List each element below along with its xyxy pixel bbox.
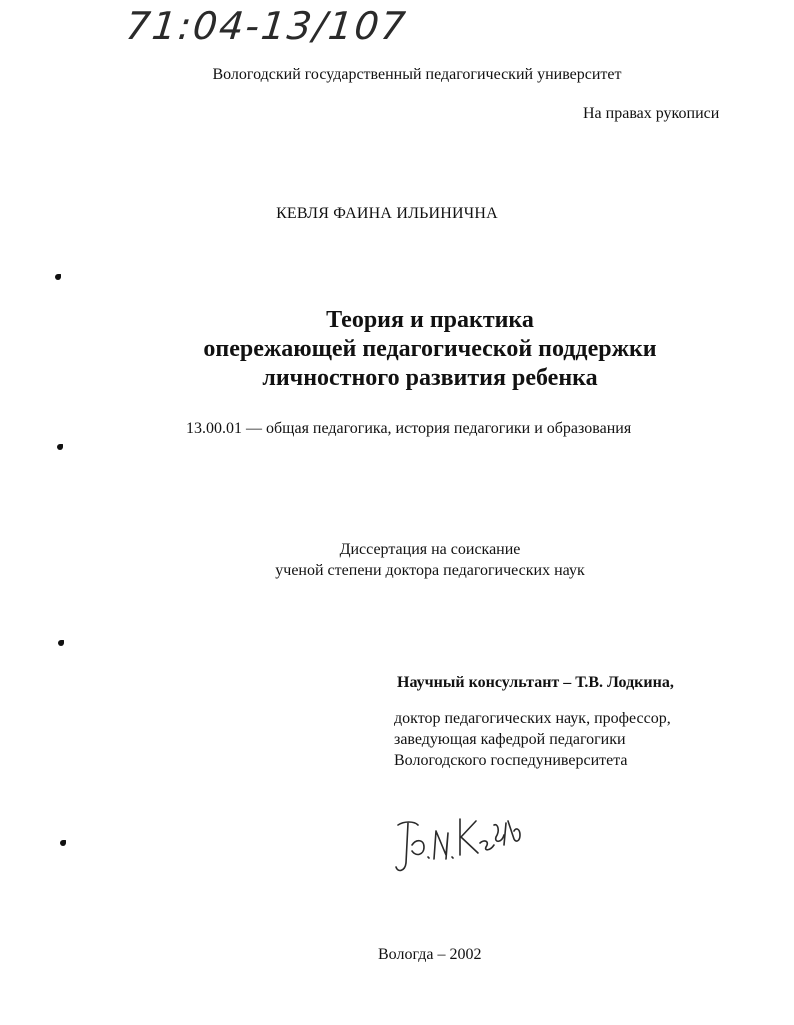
title-line-3: личностного развития ребенка — [262, 365, 598, 391]
specialty-code: 13.00.01 — общая педагогика, история педагогики и образования — [186, 420, 632, 437]
city-and-year: Вологда – 2002 — [378, 946, 482, 963]
dissertation-title — [0, 306, 794, 393]
scan-margin-mark — [60, 840, 66, 846]
manuscript-rights-note: На правах рукописи — [583, 105, 720, 122]
dissertation-line-1: Диссертация на соискание — [339, 541, 521, 558]
author-name: КЕВЛЯ ФАИНА ИЛЬИНИЧНА — [276, 205, 498, 222]
title-line-1: Теория и практика — [326, 307, 534, 333]
consultant-info-line-3: Вологодского госпедуниверситета — [394, 752, 628, 769]
scan-margin-mark — [57, 444, 63, 450]
dissertation-line-2: ученой степени доктора педагогических наук — [275, 562, 585, 579]
title-line-2: опережающей педагогической поддержки — [203, 336, 657, 362]
handwritten-catalog-number: 71:04-13/107 — [123, 4, 410, 48]
scientific-consultant: Научный консультант – Т.В. Лодкина, — [397, 674, 674, 691]
consultant-info-line-1: доктор педагогических наук, профессор, — [394, 710, 671, 727]
consultant-credentials — [394, 708, 671, 771]
dissertation-degree — [0, 539, 794, 581]
handwritten-signature — [390, 805, 530, 880]
consultant-info-line-2: заведующая кафедрой педагогики — [394, 731, 626, 748]
university-name: Вологодский государственный педагогический университет — [212, 66, 622, 83]
scan-margin-mark — [58, 640, 64, 646]
scan-margin-mark — [55, 274, 61, 280]
